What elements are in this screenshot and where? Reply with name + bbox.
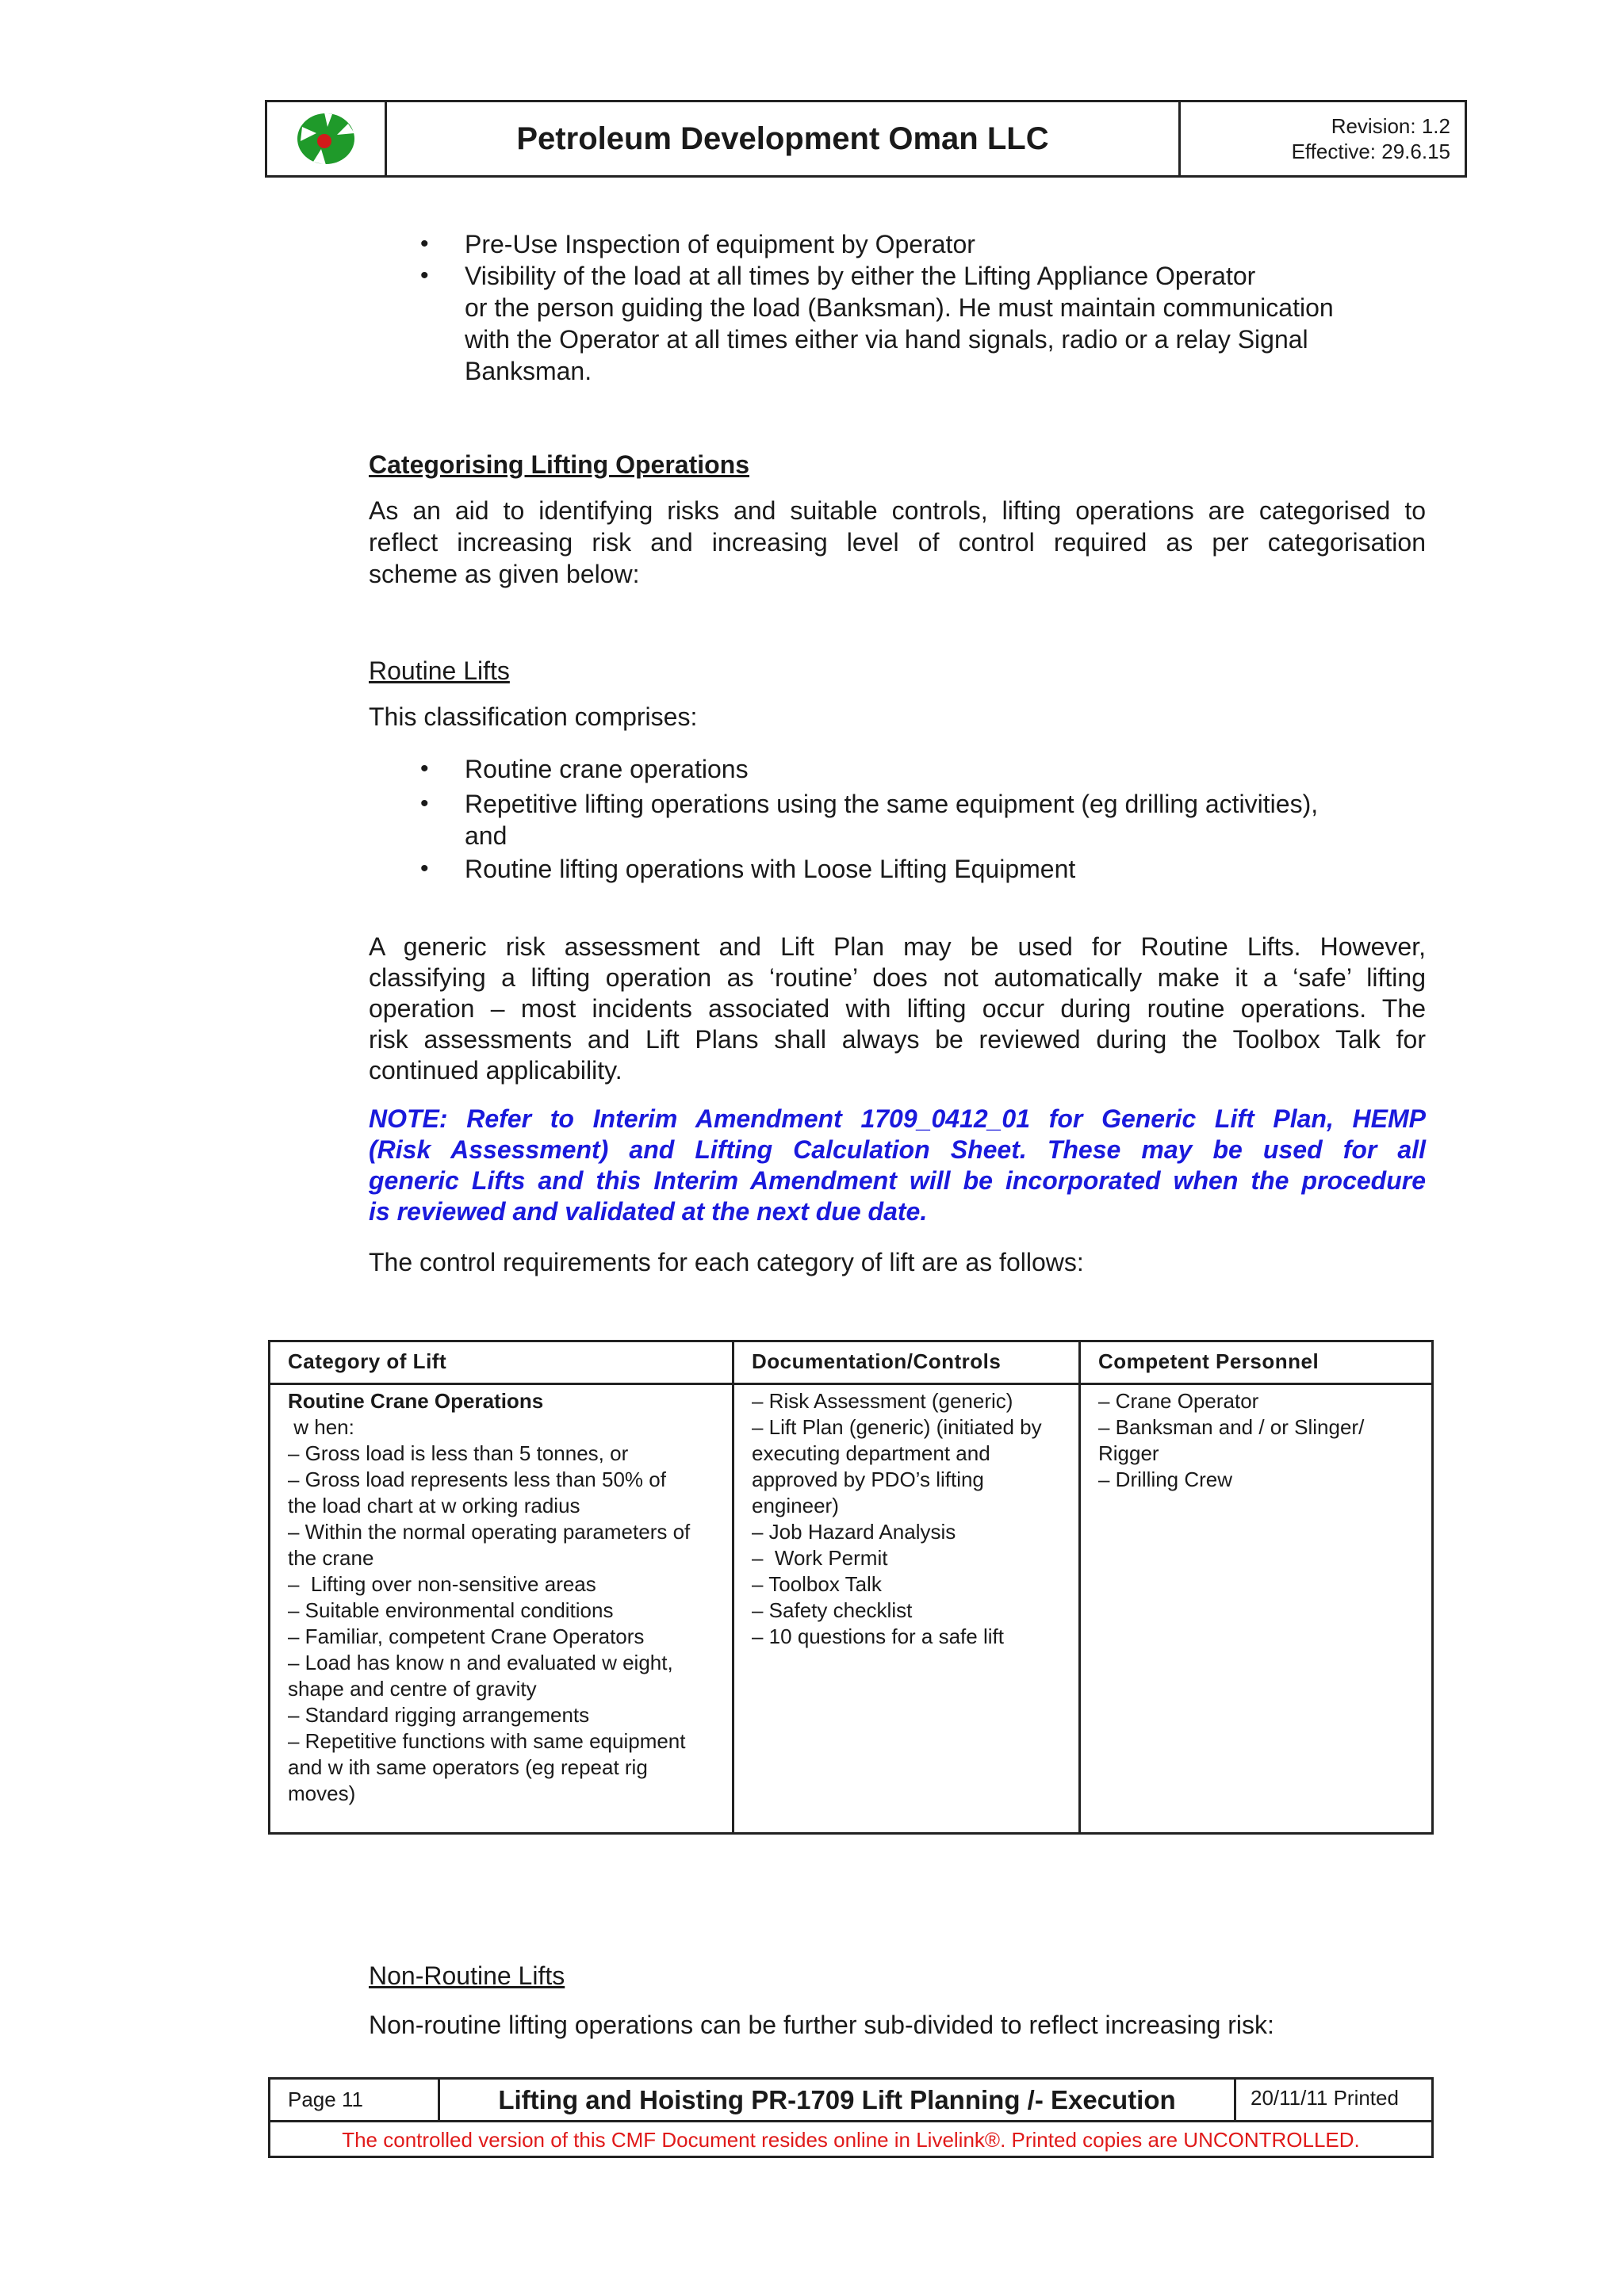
table-header-cell: Category of Lift — [270, 1342, 734, 1383]
table-header-cell: Competent Personnel — [1098, 1349, 1320, 1373]
subsection-heading: Routine Lifts — [369, 656, 510, 685]
routine-lifts-section — [369, 655, 1426, 733]
routine-intro: This classification comprises: — [369, 702, 698, 731]
control-requirements-intro: The control requirements for each category of lift are as follows: — [369, 1248, 1084, 1276]
effective-date: Effective: 29.6.15 — [1291, 140, 1450, 163]
table-row — [270, 1385, 1431, 1832]
revision-text: Revision: 1.2 — [1331, 114, 1450, 138]
printed-date: 20/11/11 Printed — [1251, 2086, 1399, 2110]
company-logo — [267, 102, 387, 175]
page-number: Page 11 — [270, 2080, 440, 2120]
non-routine-paragraph: Non-routine lifting operations can be further sub-divided to reflect increasing risk: — [369, 2011, 1274, 2039]
intro-bullet-list — [420, 228, 1427, 387]
subsection-heading: Non-Routine Lifts — [369, 1961, 565, 1990]
section-categorising — [369, 449, 1426, 590]
routine-paragraph: A generic risk assessment and Lift Plan may be used for Routine Lifts. However, classifying a lifting operation as ‘routine’ does not automatically make it a ‘safe’ lifting operation – most incidents associated with lifting occur during routine operations. The risk assessments and Lift Plans shall always be reviewed during the Toolbox Talk for continued applicability. — [369, 932, 1426, 1085]
interim-amendment-note: NOTE: Refer to Interim Amendment 1709_0412_01 for Generic Lift Plan, HEMP (Risk Assessment) and Lifting Calculation Sheet. These may be used for all generic Lifts and this Interim Amendment will be incorporated when the procedure is reviewed and validated at the next due date. — [369, 1104, 1426, 1226]
revision-box — [1181, 102, 1465, 175]
table-header-row — [270, 1342, 1431, 1385]
document-title: Lifting and Hoisting PR-1709 Lift Planning /- Execution — [440, 2080, 1236, 2120]
documentation-cell: – Risk Assessment (generic) – Lift Plan (generic) (initiated by executing department and approved by PDO’s lifting engineer) – Job Hazard Analysis – Work Permit – Toolbox Talk – Safety checklist – 10 questions for a safe lift — [734, 1385, 1081, 1832]
pdo-logo-icon — [293, 109, 359, 168]
document-footer — [268, 2077, 1434, 2158]
category-cell: Routine Crane Operations w hen: – Gross load is less than 5 tonnes, or – Gross load represents less than 50% of the load chart at w orking radius – Within the normal operating parameters of the crane – Lifting over non-sensitive areas – Suitable environmental conditions – Familiar, competent Crane Operators – Load has know n and evaluated w eight, shape and centre of gravity – Standard rigging arrangements – Repetitive functions with same equipment and w ith same operators (eg repeat rig moves) — [270, 1385, 734, 1832]
list-item: • Routine crane operations — [420, 753, 1427, 785]
section-heading: Categorising Lifting Operations — [369, 450, 750, 479]
list-item: • Visibility of the load at all times by either the Lifting Appliance Operator or the person guiding the load (Banksman). He must maintain communication with the Operator at all times either via hand signals, radio or a relay Signal Banksman. — [420, 260, 1427, 387]
section-paragraph: As an aid to identifying risks and suitable controls, lifting operations are categorised to reflect increasing risk and increasing level of control required as per categorisation scheme as given below: — [369, 496, 1426, 588]
company-name: Petroleum Development Oman LLC — [387, 102, 1181, 175]
personnel-cell: – Crane Operator – Banksman and / or Slinger/ Rigger – Drilling Crew — [1098, 1389, 1365, 1491]
table-header-cell: Documentation/Controls — [734, 1342, 1081, 1383]
list-item: • Pre-Use Inspection of equipment by Operator — [420, 228, 1427, 260]
list-item: • Repetitive lifting operations using the same equipment (eg drilling activities), and — [420, 788, 1427, 851]
routine-bullet-list — [420, 753, 1427, 885]
uncontrolled-notice: The controlled version of this CMF Document resides online in Livelink®. Printed copies are UNCONTROLLED. — [342, 2128, 1360, 2152]
list-item: • Routine lifting operations with Loose Lifting Equipment — [420, 853, 1427, 885]
non-routine-section — [369, 1960, 1426, 2041]
lift-category-table — [268, 1340, 1434, 1835]
document-header — [265, 100, 1467, 178]
